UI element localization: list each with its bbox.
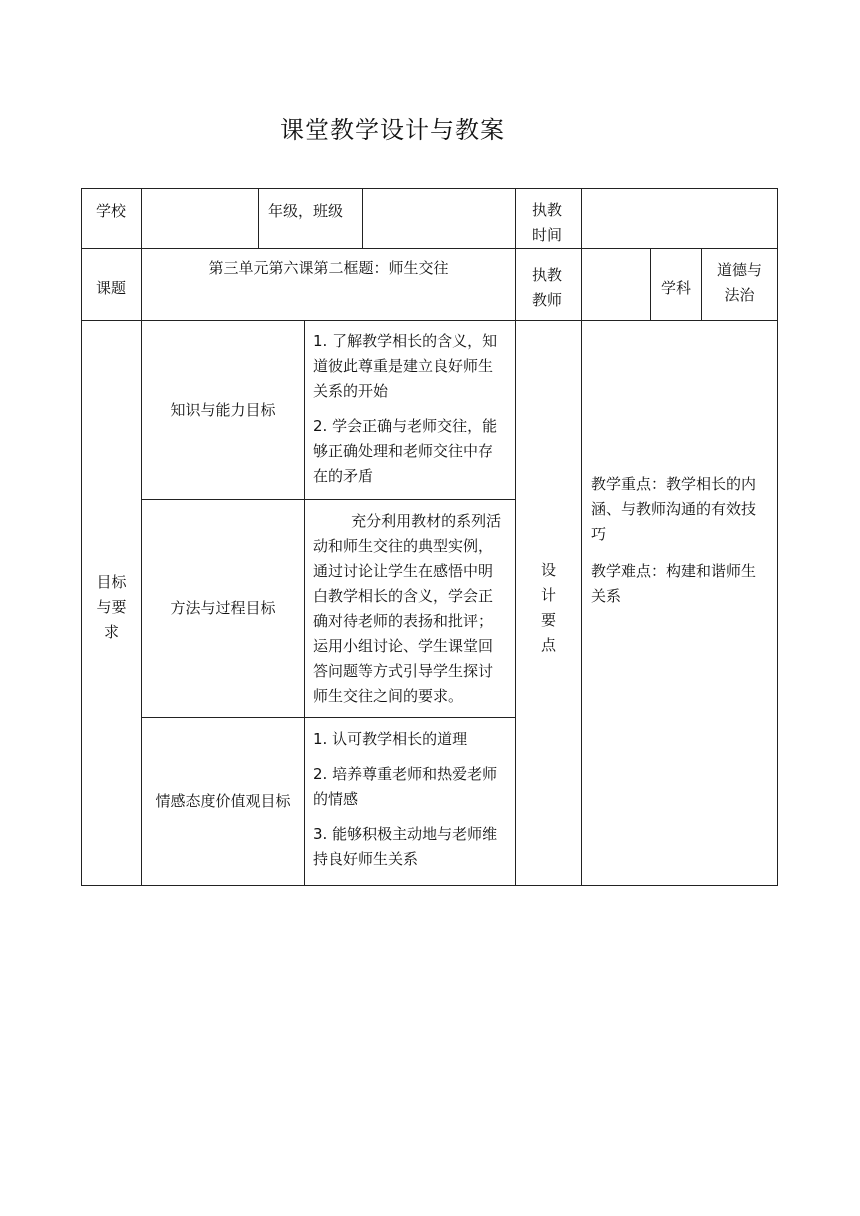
subject-label: 学科: [660, 279, 691, 297]
emotion-goal-item: 3. 能够积极主动地与老师维持良好师生关系: [313, 825, 498, 868]
time-label: 执教 时间: [532, 201, 563, 244]
column-divider-grade: [362, 188, 363, 249]
topic-label: 课题: [96, 279, 127, 297]
method-goal-label: 方法与过程目标: [170, 599, 276, 617]
method-goal-content: 充分利用教材的系列活动和师生交往的典型实例，通过讨论让学生在感悟中明白教学相长的含义，学会正确对待老师的表扬和批评；运用小组讨论、学生课堂回答问题等方式引导学生探讨师生交往之间的要求。: [313, 512, 502, 705]
emotion-goal-item: 2. 培养尊重老师和热爱老师的情感: [313, 765, 498, 808]
row-divider-1: [81, 248, 778, 249]
emotion-goal-item: 1. 认可教学相长的道理: [313, 730, 468, 748]
table-border-top: [81, 188, 778, 189]
design-points-content: [591, 472, 769, 609]
table-border-right: [777, 188, 778, 886]
teaching-key-point: 教学重点：教学相长的内涵、与教师沟通的有效技巧: [591, 475, 757, 543]
column-divider-main: [515, 188, 516, 886]
subject-value: 道德与 法治: [716, 261, 762, 304]
grade-label: 年级，班级: [268, 202, 344, 220]
emotion-goal-content: [313, 727, 507, 872]
emotion-goal-label: 情感态度价值观目标: [155, 792, 291, 810]
knowledge-goal-label: 知识与能力目标: [170, 400, 276, 419]
column-divider-school: [258, 188, 259, 249]
table-border-bottom: [81, 885, 778, 886]
school-label: 学校: [96, 202, 127, 220]
teaching-difficult-point: 教学难点：构建和谐师生关系: [591, 562, 757, 605]
topic-value: 第三单元第六课第二框题：师生交往: [208, 259, 449, 277]
teacher-label: 执教 教师: [532, 266, 563, 309]
document-title: 课堂教学设计与教案: [280, 116, 505, 144]
column-divider-goals: [304, 320, 305, 886]
knowledge-goal-content: [313, 329, 507, 489]
goals-label: 目标 与要 求: [96, 573, 127, 641]
column-divider-points: [581, 188, 582, 886]
knowledge-goal-item: 2. 学会正确与老师交往，能够正确处理和老师交往中存在的矛盾: [313, 417, 498, 485]
table-border-left: [81, 188, 82, 886]
knowledge-goal-item: 1. 了解教学相长的含义，知道彼此尊重是建立良好师生关系的开始: [313, 332, 498, 400]
design-points-label: 设 计 要 点: [540, 561, 556, 654]
